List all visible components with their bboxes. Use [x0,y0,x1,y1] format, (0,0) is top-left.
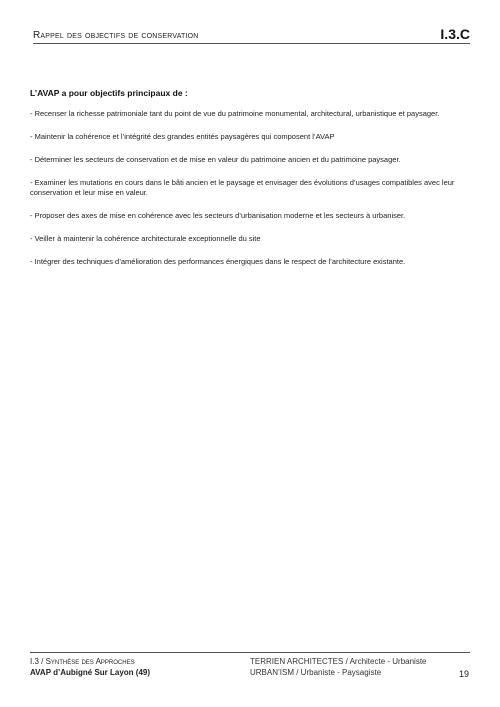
objectives-list [30,109,472,267]
footer-credits [250,657,427,679]
page-number: 19 [458,669,469,679]
intro-heading: L’AVAP a pour objectifs principaux de : [30,88,188,98]
objective-item: - Intégrer des techniques d’amélioration des performances énergiques dans le respect de l’architecture existante. [30,257,406,266]
objective-item: - Proposer des axes de mise en cohérence avec les secteurs d’urbanisation moderne et les secteurs à urbaniser. [30,211,406,220]
footer-left [30,657,150,677]
objective-item: - Maintenir la cohérence et l’intégrité des grandes entités paysagères qui composent l’AVAP [30,132,335,141]
footer-section: I.3 / Synthèse des Approches [30,657,135,666]
header-divider [33,43,470,44]
footer-credit-urbanist: URBAN’ISM / Urbaniste - Paysagiste [250,668,382,677]
page-header-title: Rappel des objectifs de conservation [33,30,199,41]
objective-item: - Veiller à maintenir la cohérence architecturale exceptionnelle du site [30,234,261,243]
main-content [30,88,472,280]
footer-project: AVAP d’Aubigné Sur Layon (49) [30,668,151,677]
section-code: I.3.C [440,26,470,42]
objective-item: - Recenser la richesse patrimoniale tant du point de vue du patrimoine monumental, architectural, urbanistique et paysager. [30,109,440,118]
footer-divider [30,652,470,653]
objective-item: - Examiner les mutations en cours dans le bâti ancien et le paysage et envisager des évolutions d’usages compatibles avec leur conservation et leur mise en valeur. [30,178,455,197]
objective-item: - Déterminer les secteurs de conservation et de mise en valeur du patrimoine ancien et du patrimoine paysager. [30,155,401,164]
footer-credit-architect: TERRIEN ARCHITECTES / Architecte - Urbaniste [250,657,427,666]
